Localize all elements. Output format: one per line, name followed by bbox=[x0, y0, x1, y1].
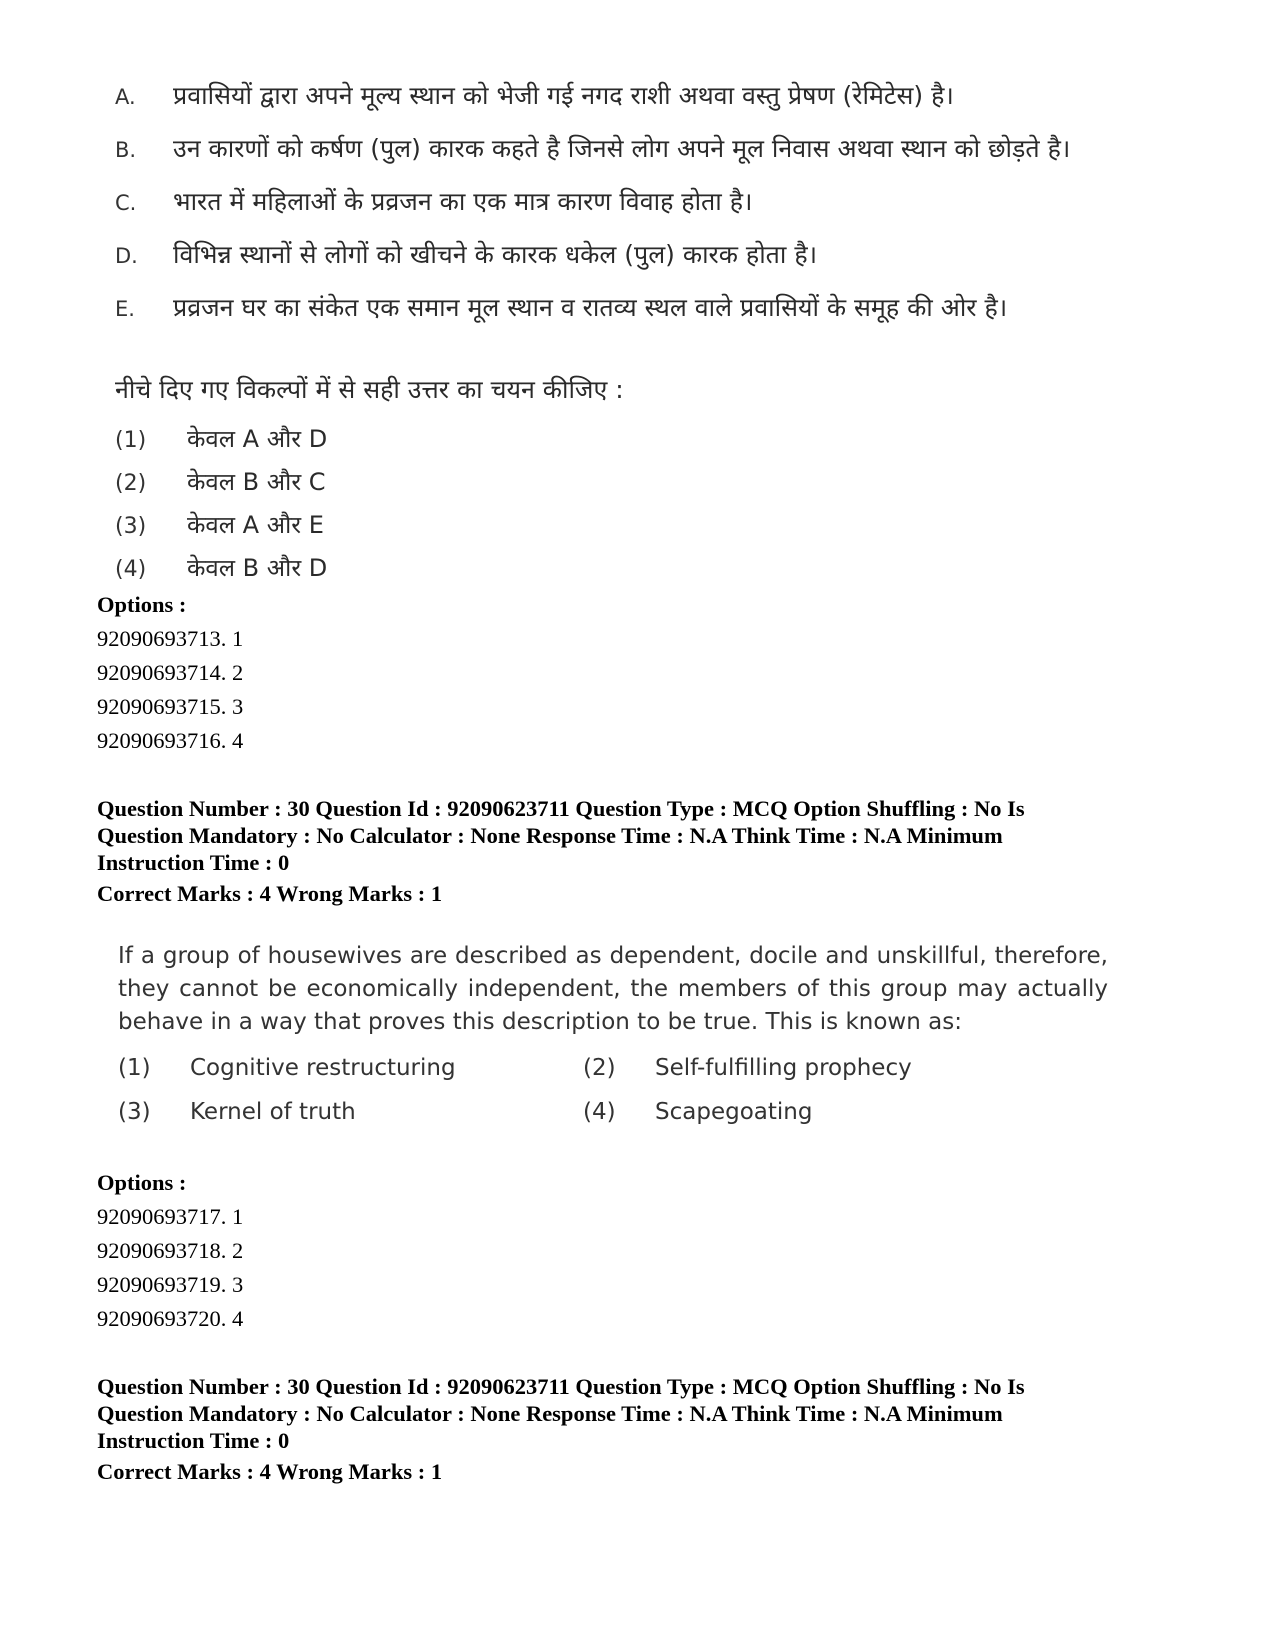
choice-text: Kernel of truth bbox=[190, 1099, 356, 1125]
option-item: 92090693713. 1 bbox=[97, 626, 244, 651]
option-item: 92090693718. 2 bbox=[97, 1238, 244, 1263]
choice-text: केवल A और E bbox=[187, 511, 324, 539]
hindi-choice-1 bbox=[115, 422, 327, 465]
options-block-2 bbox=[97, 1166, 243, 1336]
english-choice-4 bbox=[583, 1099, 1018, 1135]
option-item: 92090693719. 3 bbox=[97, 1272, 244, 1297]
statement-letter: D. bbox=[115, 244, 138, 268]
english-choices bbox=[118, 1055, 1018, 1135]
statement-letter: A. bbox=[115, 85, 136, 109]
choice-number: (4) bbox=[115, 557, 147, 582]
options-heading: Options : bbox=[97, 1170, 187, 1195]
statement-e bbox=[115, 290, 1175, 343]
statement-text: उन कारणों को कर्षण (पुल) कारक कहते है जिनसे लोग अपने मूल निवास अथवा स्थान को छोड़ते है। bbox=[173, 134, 1071, 163]
choice-text: Self-fulfilling prophecy bbox=[655, 1055, 912, 1081]
option-item: 92090693715. 3 bbox=[97, 694, 244, 719]
meta-line: Question Mandatory : No Calculator : None Response Time : N.A Think Time : N.A Minimum bbox=[97, 1401, 1003, 1426]
meta-line: Instruction Time : 0 bbox=[97, 850, 290, 875]
choice-text: Cognitive restructuring bbox=[190, 1055, 456, 1081]
option-item: 92090693716. 4 bbox=[97, 728, 244, 753]
choice-number: (3) bbox=[118, 1099, 151, 1125]
hindi-choice-3 bbox=[115, 508, 327, 551]
choice-text: Scapegoating bbox=[655, 1099, 813, 1125]
meta-line: Question Number : 30 Question Id : 92090623711 Question Type : MCQ Option Shuffling : No Is bbox=[97, 796, 1025, 821]
english-choice-3 bbox=[118, 1099, 583, 1135]
choice-number: (3) bbox=[115, 514, 147, 539]
meta-line: Question Number : 30 Question Id : 92090623711 Question Type : MCQ Option Shuffling : No Is bbox=[97, 1374, 1025, 1399]
english-choice-1 bbox=[118, 1055, 583, 1091]
choice-number: (2) bbox=[583, 1055, 616, 1081]
choice-number: (1) bbox=[115, 428, 147, 453]
english-choice-2 bbox=[583, 1055, 1018, 1091]
choice-text: केवल B और C bbox=[187, 468, 326, 496]
question-text: If a group of housewives are described as dependent, docile and unskillful, therefore, they cannot be economically independent, the members of this group may actually behave in a way that proves this description to be true. This is known as: bbox=[118, 943, 1108, 1035]
hindi-choices bbox=[115, 422, 327, 594]
hindi-statements bbox=[115, 78, 1175, 343]
choice-text: केवल B और D bbox=[187, 554, 328, 582]
statement-text: विभिन्न स्थानों से लोगों को खीचने के कारक धकेल (पुल) कारक होता है। bbox=[173, 240, 818, 269]
choice-number: (4) bbox=[583, 1099, 616, 1125]
choice-text: केवल A और D bbox=[187, 425, 328, 453]
statement-letter: B. bbox=[115, 138, 137, 162]
option-item: 92090693720. 4 bbox=[97, 1306, 244, 1331]
option-item: 92090693717. 1 bbox=[97, 1204, 244, 1229]
choice-number: (1) bbox=[118, 1055, 151, 1081]
marks-line-2: Correct Marks : 4 Wrong Marks : 1 bbox=[97, 1459, 443, 1484]
options-heading: Options : bbox=[97, 592, 187, 617]
statement-text: भारत में महिलाओं के प्रव्रजन का एक मात्र कारण विवाह होता है। bbox=[173, 187, 753, 216]
statement-c bbox=[115, 184, 1175, 237]
statement-text: प्रवासियों द्वारा अपने मूल्य स्थान को भेजी गई नगद राशी अथवा वस्तु प्रेषण (रेमिटेस) है। bbox=[173, 81, 954, 110]
choice-number: (2) bbox=[115, 471, 147, 496]
meta-line: Question Mandatory : No Calculator : None Response Time : N.A Think Time : N.A Minimum bbox=[97, 823, 1003, 848]
option-item: 92090693714. 2 bbox=[97, 660, 244, 685]
question-meta-1 bbox=[97, 795, 1137, 876]
options-block-1 bbox=[97, 588, 243, 758]
statement-d bbox=[115, 237, 1175, 290]
hindi-choice-2 bbox=[115, 465, 327, 508]
marks-line-1: Correct Marks : 4 Wrong Marks : 1 bbox=[97, 881, 443, 906]
statement-b bbox=[115, 131, 1175, 184]
statement-text: प्रव्रजन घर का संकेत एक समान मूल स्थान व रातव्य स्थल वाले प्रवासियों के समूह की ओर है। bbox=[173, 293, 1008, 322]
hindi-instruction: नीचे दिए गए विकल्पों में से सही उत्तर का चयन कीजिए : bbox=[115, 375, 624, 404]
question-meta-2 bbox=[97, 1373, 1137, 1454]
statement-letter: E. bbox=[115, 297, 135, 321]
meta-line: Instruction Time : 0 bbox=[97, 1428, 290, 1453]
statement-a bbox=[115, 78, 1175, 131]
statement-letter: C. bbox=[115, 191, 137, 215]
